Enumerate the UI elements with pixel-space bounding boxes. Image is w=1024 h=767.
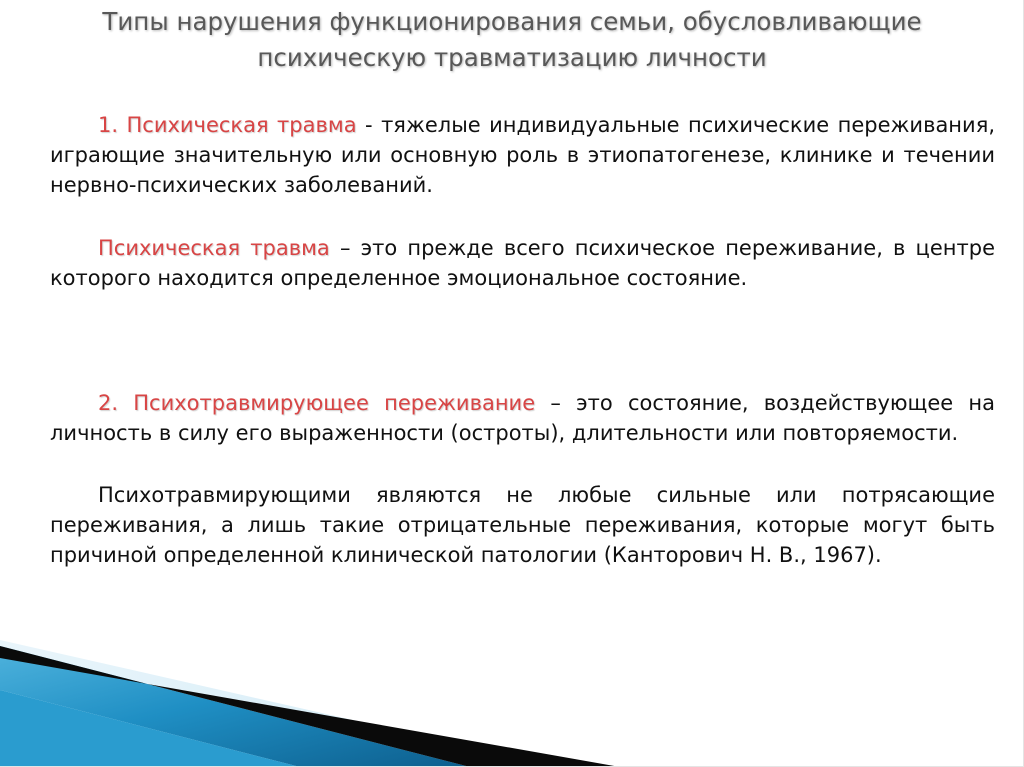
term-psychotraumatic-experience: 2. Психотравмирующее переживание xyxy=(98,391,536,415)
paragraph-text: – это прежде всего психическое переживание, в центре которого находится определенное эмоциональное состояние. xyxy=(50,236,995,290)
term-psychic-trauma: Психическая травма xyxy=(98,236,330,260)
paragraph-psychic-trauma-definition xyxy=(50,110,995,200)
paragraph-text: Психотравмирующими являются не любые сильные или потрясающие переживания, а лишь такие отрицательные переживания, которые могут быть причиной определенной клинической патологии (Канторович Н. В., 1967). xyxy=(50,483,995,567)
paragraph-text: - тяжелые индивидуальные психические переживания, играющие значительную или основную роль в этиопатогенезе, клинике и течении нервно-психических заболеваний. xyxy=(50,113,995,197)
slide-title: Типы нарушения функционирования семьи, обусловливающие психическую травматизацию личности xyxy=(102,7,922,72)
decorative-corner-stripes xyxy=(0,640,1024,767)
paragraph-psychotraumatic-experience xyxy=(50,388,995,448)
paragraph-psychotraumatic-criteria xyxy=(50,480,995,570)
term-psychic-trauma-numbered: 1. Психическая травма xyxy=(98,113,357,137)
paragraph-psychic-trauma-explanation xyxy=(50,233,995,293)
paragraph-text: – это состояние, воздействующее на личность в силу его выраженности (остроты), длительности или повторяемости. xyxy=(50,391,995,445)
